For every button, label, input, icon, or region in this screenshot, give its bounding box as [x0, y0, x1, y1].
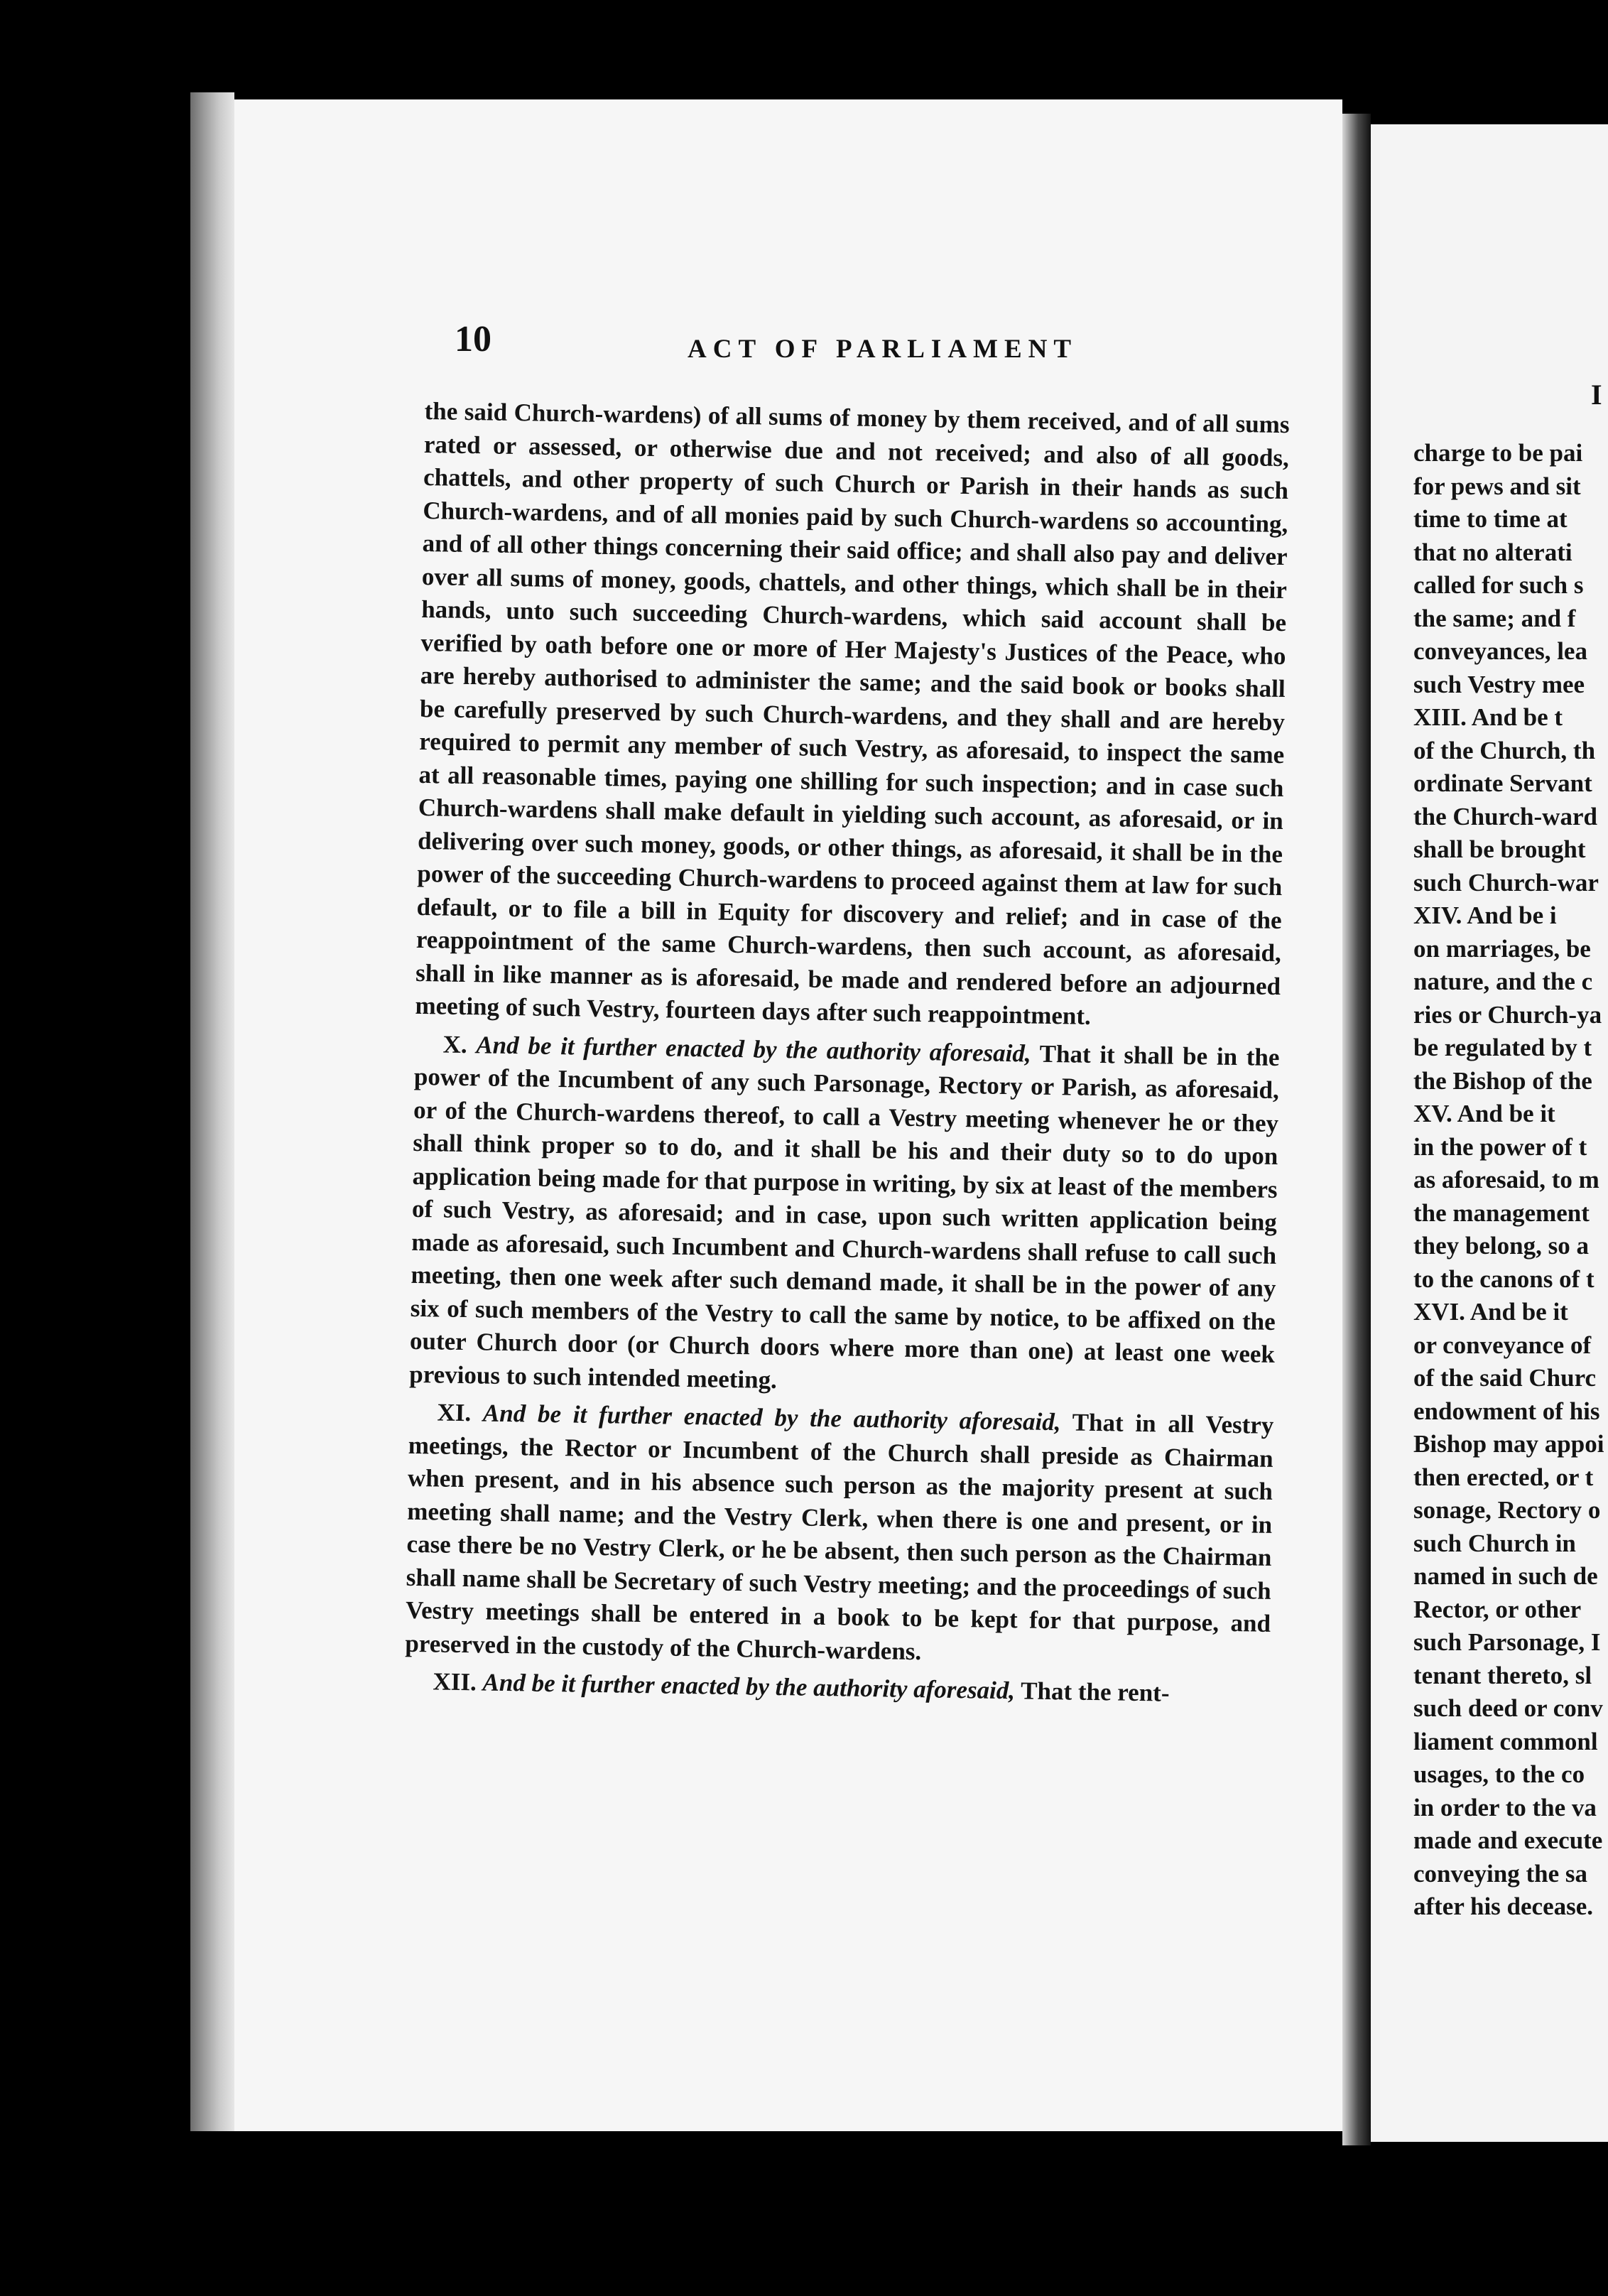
right-page-line: as aforesaid, to m: [1413, 1166, 1599, 1193]
right-page-line: of the Church, th: [1413, 736, 1596, 764]
enacting-clause: And be it further enacted by the authority aforesaid,: [482, 1399, 1061, 1436]
right-running-head-fragment: I: [1591, 379, 1602, 411]
section-xii: [404, 1665, 1270, 1712]
page-number: 10: [455, 319, 491, 359]
section-text: That the rent-: [1020, 1677, 1170, 1707]
right-page-line: to the canons of t: [1413, 1265, 1595, 1293]
section-number: XII.: [433, 1667, 477, 1696]
right-page-line: such deed or conv: [1413, 1694, 1603, 1722]
right-page-line: be regulated by t: [1413, 1034, 1592, 1061]
right-page-line: the management: [1413, 1198, 1590, 1227]
right-page-line: of the said Churc: [1413, 1364, 1597, 1392]
right-page-line: they belong, so a: [1413, 1232, 1589, 1260]
left-page-body: [404, 395, 1290, 1716]
right-page-line: tenant thereto, sl: [1413, 1661, 1592, 1689]
right-page-line: usages, to the co: [1413, 1760, 1585, 1788]
right-page-line: XVI. And be it: [1413, 1298, 1568, 1326]
right-page-line: then erected, or t: [1413, 1463, 1594, 1491]
right-page-line: conveyances, lea: [1413, 637, 1587, 665]
enacting-clause: And be it further enacted by the authority aforesaid,: [476, 1030, 1031, 1068]
right-page-line: endowment of his: [1413, 1397, 1600, 1425]
right-page-line: or conveyance of: [1413, 1331, 1592, 1359]
right-page-line: shall be brought: [1413, 835, 1586, 863]
section-xi: [405, 1396, 1274, 1674]
right-page-line: sonage, Rectory o: [1413, 1496, 1601, 1524]
running-head: ACT OF PARLIAMENT: [688, 335, 1078, 364]
right-page-line: XIII. And be t: [1413, 703, 1563, 731]
right-page-line: liament commonl: [1413, 1727, 1598, 1755]
right-page-line: ries or Church-ya: [1413, 1000, 1602, 1029]
right-page-line: in order to the va: [1413, 1793, 1597, 1821]
right-page: [1371, 124, 1608, 2142]
right-page-line: such Vestry mee: [1413, 670, 1585, 698]
section-text: That it shall be in the power of the Incumbent of any such Parsonage, Rectory or Parish, as aforesaid, or of the Church-wardens thereof, to call a Vestry meeting whenever he or they shall think proper so to do, and it shall be his and their duty so to do upon application being made for that purpose in writing, by six at least of the members of such Vestry, as aforesaid; and in case, upon such written application being made as aforesaid, such Incumbent and Church-wardens shall refuse to call such meeting, then one week after such demand made, it shall be in the power of any six of such members of the Vestry to call the same by notice, to be affixed on the outer Church door (or Church doors where more than one) at least one week previous to such intended meeting.: [409, 1039, 1280, 1394]
page-edge: [190, 92, 234, 2131]
right-page-line: conveying the sa: [1413, 1859, 1587, 1888]
section-number: XI.: [437, 1398, 472, 1427]
right-page-line: made and execute: [1413, 1826, 1603, 1854]
right-page-line: on marriages, be: [1413, 934, 1591, 963]
right-page-line: charge to be pai: [1413, 439, 1583, 467]
right-page-line: the Bishop of the: [1413, 1066, 1592, 1095]
right-page-line: XV. And be it: [1413, 1100, 1555, 1127]
right-page-line: for pews and sit: [1413, 472, 1581, 500]
right-page-line: Bishop may appoi: [1413, 1430, 1604, 1458]
right-page-line: such Parsonage, I: [1413, 1628, 1601, 1656]
right-page-line: named in such de: [1413, 1562, 1598, 1590]
section-text: That in all Vestry meetings, the Rector or Incumbent of the Church shall preside as Chairman when present, and in his absence such person as the majority present at such meeting shall name; and the Vestry Clerk, when there is one and present, or in case there be no Vestry Clerk, or he be absent, then such person as the Chairman shall name shall be Secretary of such Vestry meeting; and the proceedings of such Vestry meetings shall be entered in a book to be kept for that purpose, and preserved in the custody of the Church-wardens.: [405, 1408, 1274, 1665]
right-page-line: after his decease.: [1413, 1892, 1594, 1920]
right-page-line: nature, and the c: [1413, 968, 1593, 995]
enacting-clause: And be it further enacted by the authority aforesaid,: [482, 1668, 1016, 1705]
right-page-line: ordinate Servant: [1413, 769, 1592, 797]
right-page-line: that no alterati: [1413, 538, 1572, 566]
right-page-line: such Church-war: [1413, 868, 1599, 897]
right-page-line: in the power of t: [1413, 1132, 1587, 1161]
right-page-line: time to time at: [1413, 505, 1568, 533]
right-page-line: Rector, or other: [1413, 1595, 1582, 1623]
book-gutter: [1342, 114, 1371, 2145]
right-page-line: XIV. And be i: [1413, 901, 1557, 929]
section-number: X.: [442, 1030, 467, 1058]
right-page-body: [1413, 437, 1608, 1924]
right-page-line: called for such s: [1413, 571, 1584, 599]
right-page-line: such Church in: [1413, 1529, 1576, 1557]
paragraph-continuation: the said Church-wardens) of all sums of money by them received, and of all sums rated or assessed, or otherwise due and not received; and also of all goods, chattels, and other property of such Church or Parish in their hands as such Church-wardens, and of all monies paid by such Church-wardens so accounting, and of all other things concerning their said office; and shall also pay and deliver over all sums of money, goods, chattels, and other things, which shall be in their hands, unto such succeeding Church-wardens, which said account shall be verified by oath before one or more of Her Majesty's Justices of the Peace, who are hereby authorised to administer the same; and the said book or books shall be carefully preserved by such Church-wardens, and they shall and are hereby required to permit any member of such Vestry, as aforesaid, to inspect the same at all reasonable times, paying one shilling for such inspection; and in case such Church-wardens shall make default in yielding such account, as aforesaid, or in delivering over such money, goods, or other things, as aforesaid, it shall be in the power of the succeeding Church-wardens to proceed against them at law for such default, or to file a bill in Equity for discovery and relief; and in case of the reappointment of the same Church-wardens, then such account, as aforesaid, shall in like manner as is aforesaid, be made and rendered before an adjourned meeting of such Vestry, fourteen days after such reappointment.: [415, 396, 1290, 1030]
right-page-line: the Church-ward: [1413, 802, 1597, 830]
right-page-line: the same; and f: [1413, 604, 1576, 632]
section-x: [409, 1027, 1280, 1404]
